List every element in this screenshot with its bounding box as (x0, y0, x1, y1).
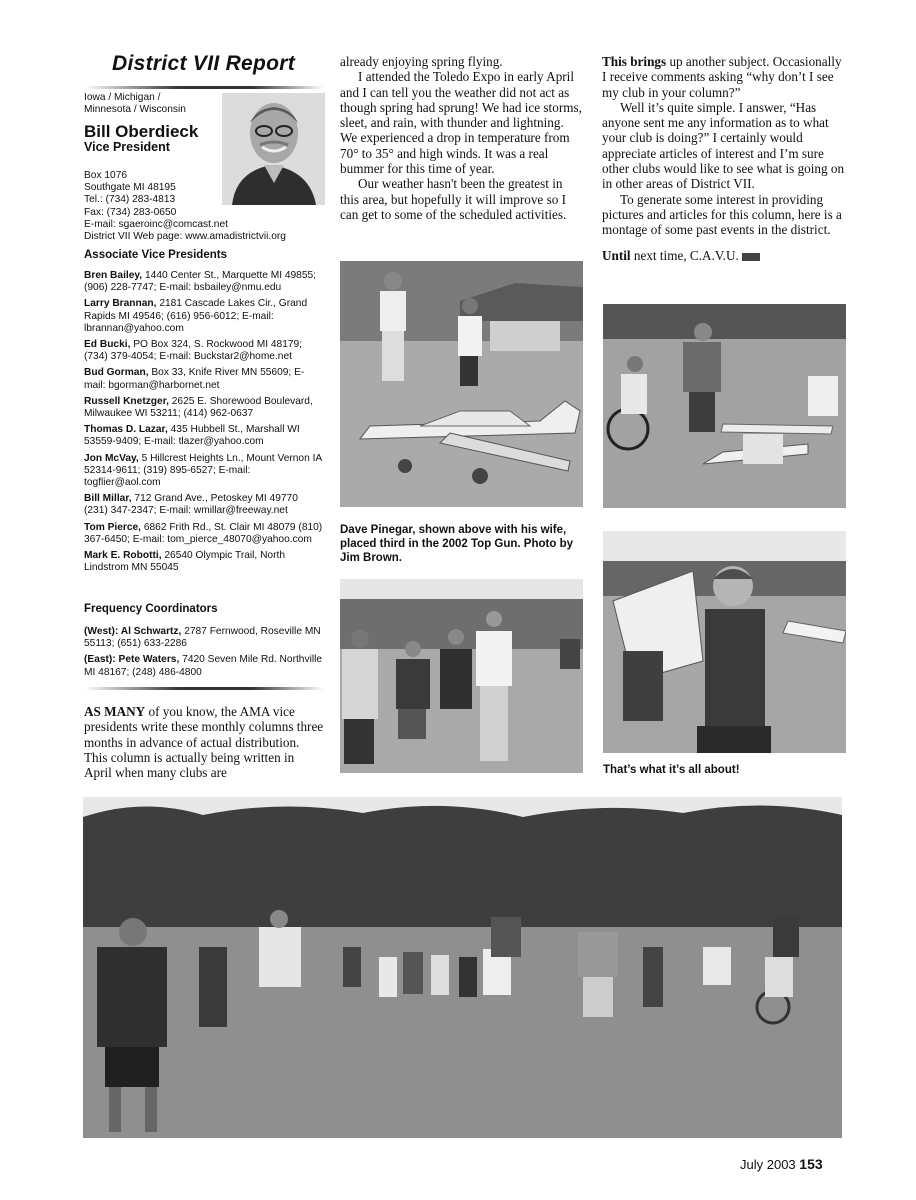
col3-body: This brings up another subject. Occasionally I receive comments asking “why don’t I see my club in your column?” Well it’s quite simple. I answer, “Has anyone sent me any information as to what your club is doing?” I certainly would appreciate articles of interest and I’m sure other clubs would like to see what is going on in other areas of District VII. To generate some interest in providing pictures and articles for this column, here is a montage of some past events in the district. Until next time, C.A.V.U. (602, 54, 845, 263)
list-item: Tom Pierce, 6862 Frith Rd., St. Clair MI 48079 (810) 367-6450; E-mail: tom_pierce_48070@yahoo.com (84, 521, 323, 545)
avp-list (84, 270, 324, 578)
col2-body: already enjoying spring flying. I attended the Toledo Expo in early April and I can tell you the weather did not act as though spring had sprung! We had ice storms, sleet, and rain, with thunder and lightning. We experienced a drop in temperature from 70° to 35° and high winds. It was a real bummer for this time of year. Our weather hasn't been the greatest in this area, but hopefully it will improve so I can get to some of the scheduled activities. (340, 54, 582, 222)
ama-logo-icon (742, 253, 760, 261)
vp-role: Vice President (84, 140, 170, 154)
list-item: Bill Millar, 712 Grand Ave., Petoskey MI 49770 (231) 347-2347; E-mail: wmillar@freeway.net (84, 493, 298, 517)
wheelchair-photo (603, 304, 846, 508)
column-title: District VII Report (112, 52, 296, 75)
page-number: 153 (799, 1156, 823, 1172)
list-item: (East): Pete Waters, 7420 Seven Mile Rd. Northville MI 48167; (248) 486-4800 (84, 654, 323, 678)
pilots-photo (340, 579, 583, 773)
list-item: Bud Gorman, Box 33, Knife River MN 55609; E-mail: bgorman@harbornet.net (84, 367, 305, 391)
list-item: Bren Bailey, 1440 Center St., Marquette MI 49855; (906) 228-7747; E-mail: bsbailey@nmu.edu (84, 270, 317, 294)
page-footer (740, 1156, 823, 1172)
list-item: Jon McVay, 5 Hillcrest Heights Ln., Mount Vernon IA 52314-9611; (319) 895-6527; E-mail: togflier@aol.com (84, 452, 322, 489)
district-states: Iowa / Michigan / Minnesota / Wisconsin (84, 92, 186, 116)
list-item: (West): Al Schwartz, 2787 Fernwood, Roseville MN 55113; (651) 633-2286 (84, 626, 321, 650)
vp-contact-info: Box 1076 Southgate MI 48195 Tel.: (734) 283-4813 Fax: (734) 283-0650 E-mail: sgaeroinc@comcast.net District VII Web page: www.amadistrictvii.org (84, 170, 286, 243)
top-gun-caption: Dave Pinegar, shown above with his wife, placed third in the 2002 Top Gun. Photo by Jim Brown. (340, 524, 573, 564)
list-item: Russell Knetzger, 2625 E. Shorewood Boulevard, Milwaukee WI 53211; (414) 962-0637 (84, 395, 313, 420)
boy-photo (603, 531, 846, 753)
avp-heading: Associate Vice Presidents (84, 249, 227, 261)
vp-name: Bill Oberdieck (84, 122, 199, 141)
boy-caption: That’s what it’s all about! (603, 764, 740, 776)
sidebar-divider (84, 687, 324, 690)
list-item: Thomas D. Lazar, 435 Hubbell St., Marshall WI 53559-9409; E-mail: tlazer@yahoo.com (84, 424, 300, 448)
freq-list (84, 626, 324, 683)
list-item: Ed Bucki, PO Box 324, S. Rockwood MI 48179; (734) 379-4054; E-mail: Buckstar2@home.net (84, 339, 303, 363)
group-event-photo (83, 797, 842, 1138)
top-gun-photo (340, 261, 583, 507)
list-item: Mark E. Robotti, 26540 Olympic Trail, North Lindstrom MN 55045 (84, 550, 285, 574)
title-divider (84, 86, 324, 89)
col1-body: AS MANY of you know, the AMA vice presidents write these monthly columns three months in advance of actual distribution. This column is actually being written in April when many clubs are (84, 704, 324, 781)
issue-date: July 2003 (740, 1157, 796, 1172)
freq-heading: Frequency Coordinators (84, 603, 218, 615)
list-item: Larry Brannan, 2181 Cascade Lakes Cir., Grand Rapids MI 49546; (616) 956-6012; E-mail: lbrannan@yahoo.com (84, 298, 308, 334)
